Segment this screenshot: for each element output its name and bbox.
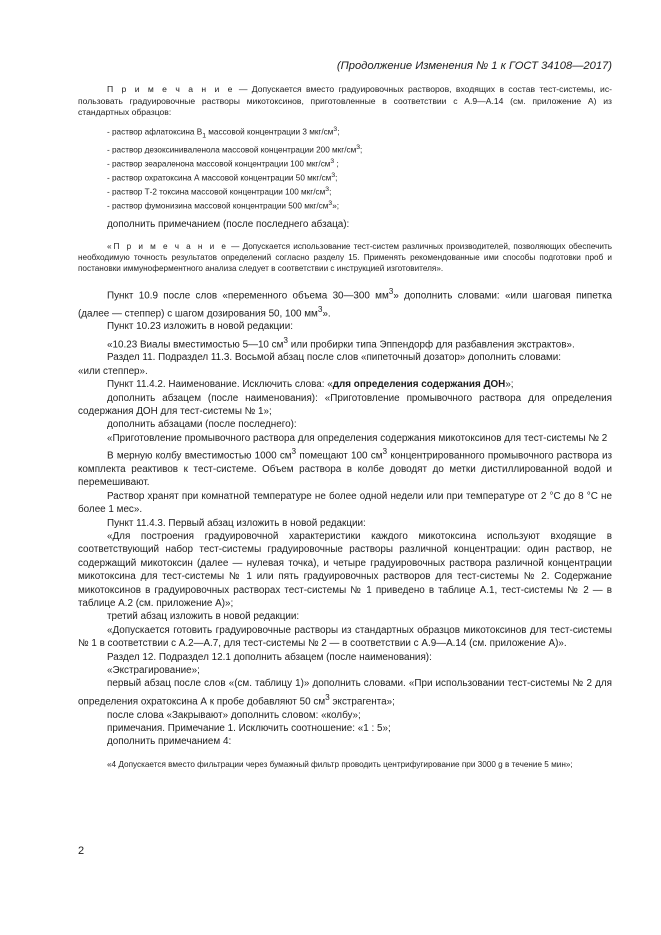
close-flask-addition: после слова «Закрывают» дополнить словом: «колбу»; (107, 709, 361, 721)
item-11-4-3: Пункт 11.4.3. Первый абзац изложить в новой редакции: (107, 517, 366, 529)
item-11-4-2: Пункт 11.4.2. Наименование. Исключить слова: «для определения содержания ДОН»; (107, 379, 514, 391)
list-item: - раствор охратоксина А массовой концентрации 50 мкг/$см^3$; (107, 171, 338, 183)
note-1-label: П р и м е ч а н и е (107, 84, 235, 94)
item-10-23-intro: Пункт 10.23 изложить в новой редакции: (107, 321, 293, 333)
item-11-4-2-paragraphs: дополнить абзацами (после последнего): (107, 419, 297, 431)
section-11-addition: «или степпер». (78, 365, 148, 377)
add-note-line: дополнить примечанием (после последнего абзаца): (107, 219, 350, 231)
item-10-9: Пункт 10.9 после слов «переменного объема 30—300 $мм^3$» дополнить словами: «или шаговая пипетка (далее — степпер) с шагом дозирования 50, 100 $мм^3$». (78, 286, 612, 319)
wash-solution-prep: В мерную колбу вместимостью 1000 $см^3$ помещают 100 $см^3$ концентрированного промывочного раствора из комплекта реактивов к тест-системе. Объем раствора в колбе доводят до метки дистиллированной водой и перемешивают. (78, 447, 612, 489)
notes-change: примечания. Примечание 1. Исключить соотношение: «1 : 5»; (107, 722, 391, 734)
add-note-4: дополнить примечанием 4: (107, 736, 232, 748)
note-1 (78, 84, 612, 119)
note-4-text: «4 Допускается вместо фильтрации через бумажный фильтр проводить центрифугирование при 3000 g в течение 5 мин»; (107, 759, 573, 769)
list-item: - раствор афлатоксина $B_1$ массовой концентрации 3 мкг/$см^3$; (107, 125, 340, 140)
first-paragraph-addition: первый абзац после слов «(см. таблицу 1)» дополнить словами. «При использовании тест-системы № 2 для определения охратоксина А к пробе добавляют 50 $см^3$ экстрагента»; (78, 678, 612, 708)
calibration-paragraph: «Для построения градуировочной характеристики каждого микотоксина используют входящие в соответствующий набор тест-системы градуировочные растворы различной концентрации: один раствор, не содержащий микотоксин (далее — нулевая точка), и четыре градуировочных раствора различной концентрации микотоксина для тест-системы № 1 или пять градуировочных растворов для тест-системы № 2. Содержание микотоксинов в градуировочных растворах тест-системы № 1 приведено в таблице А.1, тест-системы № 2 — в таблице А.2 (см. приложение А)»; (78, 530, 612, 610)
item-11-4-2-addition: дополнить абзацем (после наименования): «Приготовление промывочного раствора для определения содержания ДОН для тест-системы № 1»; (78, 392, 612, 418)
list-item: - раствор зеараленона массовой концентрации 100 мкг/$см^3$ ; (107, 157, 339, 169)
note-2 (78, 241, 612, 275)
page-header: (Продолжение Изменения № 1 к ГОСТ 34108—2017) (336, 60, 612, 72)
list-item: - раствор дезоксиниваленола массовой концентрации 200 мкг/$см^3$; (107, 143, 363, 155)
wash-solution-title: «Приготовление промывочного раствора для определения содержания микотоксинов для тест-системы № 2 (107, 432, 608, 444)
section-11: Раздел 11. Подраздел 11.3. Восьмой абзац после слов «пипеточный дозатор» дополнить словами: (107, 352, 562, 364)
document-body (78, 84, 612, 770)
list-item: - раствор фумонизина массовой концентрации 500 мкг/$см^3$»; (107, 200, 340, 211)
calibration-prep: «Допускается готовить градуировочные растворы из стандартных образцов микотоксинов для тест-системы № 1 в соответствии с А.2—А.7, для тест-системы № 2 — в соответствии с А.9—А.14 (см. приложение А)». (78, 624, 612, 650)
standards-list (107, 124, 612, 212)
item-10-23-text: «10.23 Виалы вместимостью 5—10 $см^3$ или пробирки типа Эппендорф для разбавления экстрактов». (107, 335, 575, 350)
note-1-text: — Допускается вместо градуировочных растворов, входящих в состав тест-системы, использовать градуировочные растворы микотоксинов, приготовленные в соответствии с А.9—А.14 (см. приложение А) из стандартных образцов: (78, 84, 613, 118)
list-item: - раствор Т-2 токсина массовой концентрации 100 мкг/$см^3$; (107, 185, 332, 197)
third-paragraph-intro: третий абзац изложить в новой редакции: (107, 611, 300, 623)
page-number: 2 (78, 845, 85, 857)
note-2-text: — Допускается использование тест-систем различных производителей, позволяющих обеспечить необходимую точность результатов определений согласно разделу 15. Применять рекомендованные ими способы подготовки проб и постановки иммуноферментного анализа следует в соответствии с инструкцией изготовителя». (78, 241, 612, 274)
wash-solution-storage: Раствор хранят при комнатной температуре не более одной недели или при температуре от 2 °С до 8 °С не более 1 мес». (78, 490, 612, 516)
extraction-title: «Экстрагирование»; (107, 665, 200, 677)
note-2-label: «П р и м е ч а н и е (107, 241, 228, 251)
section-12: Раздел 12. Подраздел 12.1 дополнить абзацем (после наименования): (107, 651, 432, 663)
